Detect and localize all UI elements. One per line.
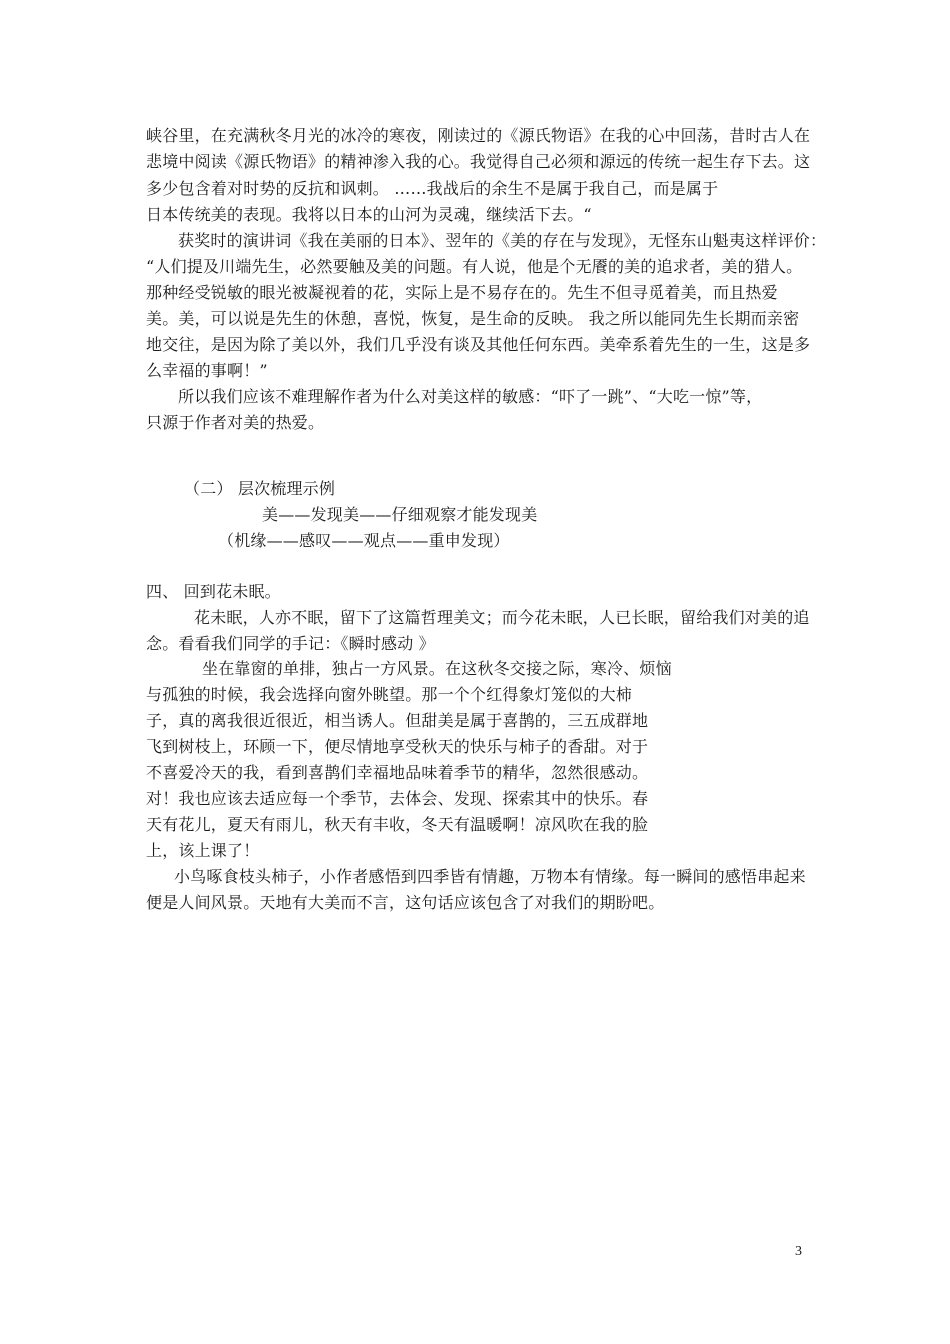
section-heading: 四、 回到花未眠。 xyxy=(146,582,281,601)
quote-line: 飞到树枝上，环顾一下，便尽情地享受秋天的快乐与柿子的香甜。对于 xyxy=(146,737,649,756)
quote-line: 坐在靠窗的单排，独占一方风景。在这秋冬交接之际，寒冷、烦恼 xyxy=(202,659,672,678)
text-line: 念。看看我们同学的手记：《瞬时感动 》 xyxy=(146,634,435,653)
text-line: 峡谷里，在充满秋冬月光的冰冷的寒夜，刚读过的《源氏物语》在我的心中回荡，昔时古人在 xyxy=(146,126,811,145)
text-line: 便是人间风景。天地有大美而不言，这句话应该包含了对我们的期盼吧。 xyxy=(146,893,665,912)
quote-line: 天有花儿，夏天有雨儿，秋天有丰收，冬天有温暖啊！凉风吹在我的脸 xyxy=(146,815,649,834)
page-number: 3 xyxy=(795,1244,802,1259)
text-line: 日本传统美的表现。我将以日本的山河为灵魂，继续活下去。“ xyxy=(146,205,592,224)
quote-line: 子，真的离我很近很近，相当诱人。但甜美是属于喜鹊的，三五成群地 xyxy=(146,711,649,730)
text-line: 悲境中阅读《源氏物语》的精神渗入我的心。我觉得自己必须和源远的传统一起生存下去。这 xyxy=(146,152,811,171)
section-heading: （二） 层次梳理示例 xyxy=(184,479,336,498)
quote-line: 对！我也应该去适应每一个季节，去体会、发现、探索其中的快乐。春 xyxy=(146,789,649,808)
text-line: 小鸟啄食枝头柿子，小作者感悟到四季皆有情趣，万物本有情缘。每一瞬间的感悟串起来 xyxy=(174,867,806,886)
text-line: 么幸福的事啊！” xyxy=(146,361,268,380)
quote-line: 不喜爱冷天的我，看到喜鹊们幸福地品味着季节的精华，忽然很感动。 xyxy=(146,763,649,782)
text-line: 多少包含着对时势的反抗和讽刺。 ……我战后的余生不是属于我自己，而是属于 xyxy=(146,179,719,198)
text-line: “人们提及川端先生，必然要触及美的问题。有人说，他是个无餍的美的追求者，美的猎人。 xyxy=(146,257,803,276)
structure-line: （机缘——感叹——观点——重申发现） xyxy=(218,531,510,550)
text-line: 花未眠，人亦不眠，留下了这篇哲理美文；而今花未眠，人已长眠，留给我们对美的追 xyxy=(194,608,810,627)
quote-line: 上，该上课了！ xyxy=(146,841,260,860)
quote-line: 与孤独的时候，我会选择向窗外眺望。那一个个红得象灯笼似的大柿 xyxy=(146,685,633,704)
text-line: 只源于作者对美的热爱。 xyxy=(146,413,325,432)
text-line: 所以我们应该不难理解作者为什么对美这样的敏感：“吓了一跳”、“大吃一惊”等， xyxy=(178,387,763,406)
text-line: 获奖时的演讲词《我在美丽的日本》、翌年的《美的存在与发现》，无怪东山魁夷这样评价： xyxy=(178,231,827,250)
text-line: 地交往，是因为除了美以外，我们几乎没有谈及其他任何东西。美牵系着先生的一生，这是多 xyxy=(146,335,811,354)
structure-line: 美——发现美——仔细观察才能发现美 xyxy=(262,505,538,524)
text-line: 美。美，可以说是先生的休憩，喜悦，恢复，是生命的反映。 我之所以能同先生长期而亲密 xyxy=(146,309,800,328)
text-line: 那种经受锐敏的眼光被凝视着的花，实际上是不易存在的。先生不但寻觅着美，而且热爱 xyxy=(146,283,778,302)
